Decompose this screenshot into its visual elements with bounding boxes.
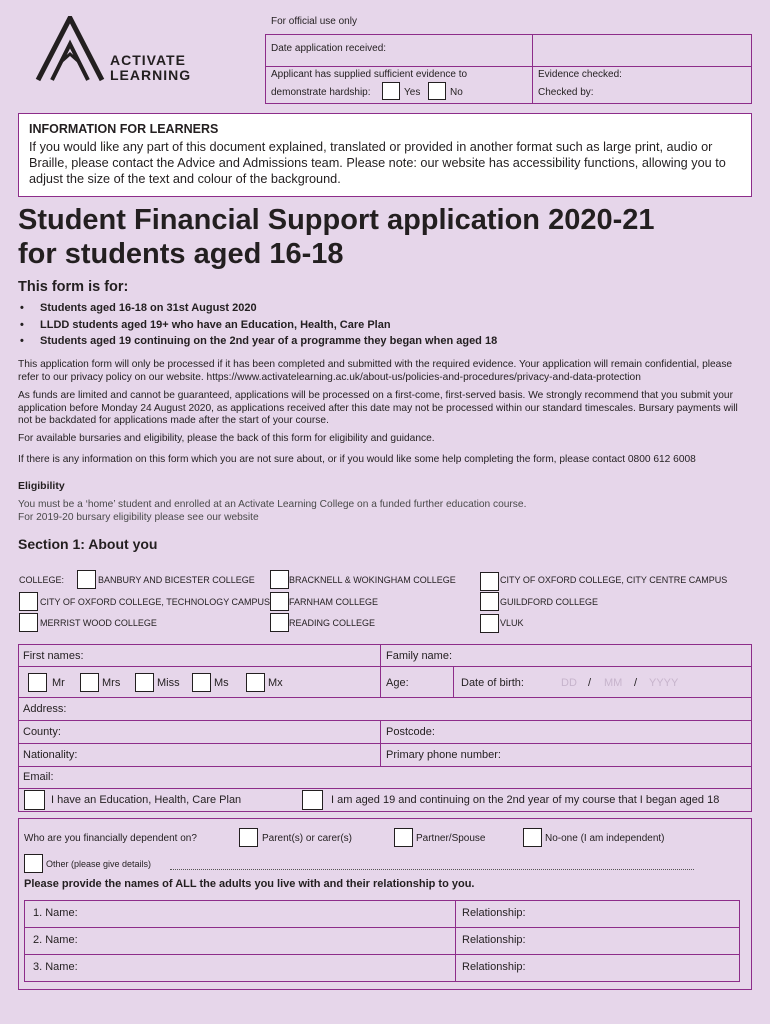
dependency-question: Who are you financially dependent on? <box>24 833 197 844</box>
no-checkbox[interactable] <box>428 82 446 100</box>
paragraph-bursaries: For available bursaries and eligibility, please the back of this form for eligibility and guidance. <box>18 433 435 444</box>
adult-relationship-label: Relationship: <box>462 907 526 919</box>
college-checkbox-farnham[interactable] <box>270 592 289 611</box>
title-label: Mx <box>268 677 283 689</box>
evidence-checked-label: Evidence checked: <box>538 69 622 80</box>
partner-checkbox[interactable] <box>394 828 413 847</box>
official-heading: For official use only <box>271 16 357 27</box>
title-checkbox-miss[interactable] <box>135 673 154 692</box>
form-for-heading: This form is for: <box>18 279 129 295</box>
evidence-label-2: demonstrate hardship: <box>271 87 371 98</box>
section1-heading: Section 1: About you <box>18 536 158 552</box>
evidence-label-1: Applicant has supplied sufficient evidence to <box>271 69 468 80</box>
dob-slash: / <box>634 677 638 689</box>
title-line-1: Student Financial Support application 2020-21 <box>18 204 655 236</box>
eligibility-line-2: For 2019-20 bursary eligibility please see our website <box>18 512 259 523</box>
dob-label: Date of birth: <box>461 677 524 689</box>
adult-relationship-label: Relationship: <box>462 961 526 973</box>
page-title <box>18 203 655 271</box>
list-item: • LLDD students aged 19+ who have an Education, Health, Care Plan <box>18 317 738 334</box>
official-table <box>265 34 752 104</box>
date-received-field[interactable] <box>533 35 751 67</box>
no-label: No <box>450 87 463 98</box>
partner-label: Partner/Spouse <box>416 833 486 844</box>
other-label: Other (please give details) <box>46 859 152 869</box>
form-for-list <box>18 300 738 350</box>
dob-slash: / <box>588 677 592 689</box>
adults-heading: Please provide the names of ALL the adults you live with and their relationship to you. <box>24 878 475 890</box>
other-details-field[interactable] <box>170 869 694 870</box>
dob-day-field[interactable]: DD <box>561 677 577 689</box>
aged19-label: I am aged 19 and continuing on the 2nd year of my course that I began aged 18 <box>331 794 720 806</box>
email-label: Email: <box>23 771 54 783</box>
title-label: Ms <box>214 677 229 689</box>
college-name: VLUK <box>500 618 524 628</box>
logo-mark-icon <box>34 16 106 82</box>
parent-label: Parent(s) or carer(s) <box>262 833 353 844</box>
ehcp-label: I have an Education, Health, Care Plan <box>51 794 242 806</box>
eligibility-line-1: You must be a ‘home’ student and enrolled at an Activate Learning College on a funded further education course. <box>18 499 527 510</box>
title-line-2: for students aged 16-18 <box>18 238 344 270</box>
logo <box>34 16 194 82</box>
title-checkbox-mrs[interactable] <box>80 673 99 692</box>
yes-label: Yes <box>404 87 421 98</box>
logo-text-line2: LEARNING <box>110 67 192 83</box>
title-checkbox-mx[interactable] <box>246 673 265 692</box>
title-label: Miss <box>157 677 180 689</box>
college-checkbox-oxford-tech[interactable] <box>19 592 38 611</box>
ehcp-checkbox[interactable] <box>24 790 45 810</box>
date-received-label: Date application received: <box>271 43 387 54</box>
list-item: • Students aged 16-18 on 31st August 2020 <box>18 300 738 317</box>
college-name: GUILDFORD COLLEGE <box>500 597 599 607</box>
paragraph-privacy: This application form will only be processed if it has been completed and submitted with the required evidence. Your application will remain confidential, please refer to our privacy policy on our website. https://www.activatelearning.ac.uk/about-us/policies-and-procedures/privacy-and-data-protection <box>18 359 733 383</box>
phone-label: Primary phone number: <box>386 749 501 761</box>
college-name: FARNHAM COLLEGE <box>289 597 379 607</box>
first-names-label: First names: <box>23 650 84 662</box>
college-name: READING COLLEGE <box>289 618 376 628</box>
eligibility-heading: Eligibility <box>18 480 65 492</box>
college-name: CITY OF OXFORD COLLEGE, CITY CENTRE CAMPUS <box>500 575 728 585</box>
dob-month-field[interactable]: MM <box>604 677 623 689</box>
personal-details-table <box>18 644 752 812</box>
title-label: Mrs <box>102 677 121 689</box>
dob-year-field[interactable]: YYYY <box>649 677 679 689</box>
info-box <box>18 113 752 197</box>
college-checkbox-guildford[interactable] <box>480 592 499 611</box>
college-checkbox-banbury[interactable] <box>77 570 96 589</box>
age-label: Age: <box>386 677 409 689</box>
college-checkbox-merrist[interactable] <box>19 613 38 632</box>
logo-text-line1: ACTIVATE <box>110 52 186 68</box>
parent-checkbox[interactable] <box>239 828 258 847</box>
adults-table <box>24 900 740 982</box>
paragraph-help: If there is any information on this form which you are not sure about, or if you would like some help completing the form, please contact 0800 612 6008 <box>18 454 696 465</box>
aged19-checkbox[interactable] <box>302 790 323 810</box>
college-checkbox-oxford-city[interactable] <box>480 572 499 591</box>
yes-checkbox[interactable] <box>382 82 400 100</box>
info-body: If you would like any part of this document explained, translated or provided in another format such as large print, audio or Braille, please contact the Advice and Admissions team. Please note: our website has accessibility functions, allowing you to adjust the size of the text and colour of the background. <box>29 140 726 186</box>
adult-name-label: 1. Name: <box>33 907 78 919</box>
college-checkbox-vluk[interactable] <box>480 614 499 633</box>
noone-label: No-one (I am independent) <box>545 833 665 844</box>
checked-by-label: Checked by: <box>538 87 594 98</box>
nationality-label: Nationality: <box>23 749 78 761</box>
postcode-label: Postcode: <box>386 726 435 738</box>
title-label: Mr <box>52 677 65 689</box>
list-item: • Students aged 19 continuing on the 2nd year of a programme they began when aged 18 <box>18 333 738 350</box>
college-checkbox-bracknell[interactable] <box>270 570 289 589</box>
adult-name-label: 2. Name: <box>33 934 78 946</box>
college-name: BANBURY AND BICESTER COLLEGE <box>98 575 255 585</box>
other-checkbox[interactable] <box>24 854 43 873</box>
college-name: MERRIST WOOD COLLEGE <box>40 618 157 628</box>
college-checkbox-reading[interactable] <box>270 613 289 632</box>
noone-checkbox[interactable] <box>523 828 542 847</box>
title-checkbox-mr[interactable] <box>28 673 47 692</box>
college-label: COLLEGE: <box>19 575 65 585</box>
info-title: INFORMATION FOR LEARNERS <box>29 122 219 136</box>
college-name: BRACKNELL & WOKINGHAM COLLEGE <box>289 575 456 585</box>
title-checkbox-ms[interactable] <box>192 673 211 692</box>
adult-name-label: 3. Name: <box>33 961 78 973</box>
college-name: CITY OF OXFORD COLLEGE, TECHNOLOGY CAMPUS <box>40 597 271 607</box>
family-name-label: Family name: <box>386 650 453 662</box>
adult-relationship-label: Relationship: <box>462 934 526 946</box>
county-label: County: <box>23 726 61 738</box>
address-label: Address: <box>23 703 67 715</box>
paragraph-funds: As funds are limited and cannot be guaranteed, applications will be processed on a first-come, first-served basis. We strongly recommend that you submit your application before Monday 24 August 2020, as applications received after this date may not be processed within our standard timescales. Bursary payments will not be backdated for applications made after the start of your course. <box>18 390 738 426</box>
